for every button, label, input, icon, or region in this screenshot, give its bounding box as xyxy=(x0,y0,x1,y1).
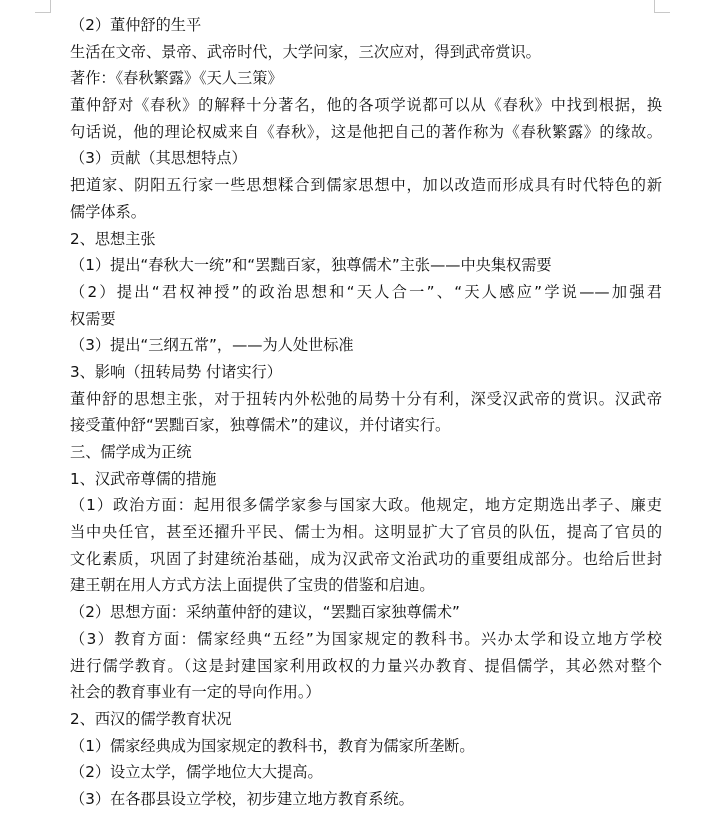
text-line: 接受董仲舒“罢黜百家，独尊儒术”的建议，并付诸实行。 xyxy=(70,416,451,435)
text-line: 文化素质，巩固了封建统治基础，成为汉武帝文治武功的重要组成部分。也给后世封 xyxy=(70,549,662,568)
text-line: 生活在文帝、景帝、武帝时代，大学问家，三次应对，得到武帝赏识。 xyxy=(70,42,541,61)
text-line: 3、影响（扭转局势 付诸实行） xyxy=(70,362,282,381)
text-line: （2）设立太学，儒学地位大大提高。 xyxy=(70,763,323,782)
text-line: （3）教育方面：儒家经典“五经”为国家规定的教科书。兴办太学和设立地方学校 xyxy=(70,629,662,648)
text-line: （3）在各郡县设立学校，初步建立地方教育系统。 xyxy=(70,789,414,808)
text-line: 社会的教育事业有一定的导向作用。） xyxy=(70,683,321,702)
text-line: 1、汉武帝尊儒的措施 xyxy=(70,469,217,488)
text-line: （1）儒家经典成为国家规定的教科书，教育为儒家所垄断。 xyxy=(70,736,475,755)
margin-corner-mark-top-left xyxy=(35,0,51,13)
text-line: 把道家、阴阳五行家一些思想糅合到儒家思想中，加以改造而形成具有时代特色的新 xyxy=(70,176,662,195)
text-line: （1）提出“春秋大一统”和“罢黜百家，独尊儒术”主张——中央集权需要 xyxy=(70,256,552,275)
document-body[interactable] xyxy=(70,12,662,813)
text-line: 进行儒学教育。（这是封建国家利用政权的力量兴办教育、提倡儒学，其必然对整个 xyxy=(70,656,662,675)
text-line: （2）董仲舒的生平 xyxy=(70,16,202,34)
text-line: 董仲舒的思想主张，对于扭转内外松弛的局势十分有利，深受汉武帝的赏识。汉武帝 xyxy=(70,389,662,408)
text-line: 董仲舒对《春秋》的解释十分著名，他的各项学说都可以从《春秋》中找到根据，换 xyxy=(70,96,662,115)
text-line: 当中央任官，甚至还擢升平民、儒士为相。这明显扩大了官员的队伍，提高了官员的 xyxy=(70,523,662,542)
text-line: （3）提出“三纲五常”，——为人处世标准 xyxy=(70,336,354,355)
text-line: 句话说，他的理论权威来自《春秋》，这是他把自己的著作称为《春秋繁露》的缘故。 xyxy=(70,122,662,141)
text-line: 著作：《春秋繁露》《天人三策》 xyxy=(70,69,283,88)
text-line: （1）政治方面：起用很多儒学家参与国家大政。他规定，地方定期选出孝子、廉吏 xyxy=(70,496,662,515)
text-line: 儒学体系。 xyxy=(70,202,146,221)
text-line: （2）提出“君权神授”的政治思想和“天人合一”、“天人感应”学说——加强君 xyxy=(70,282,662,301)
text-line: 权需要 xyxy=(70,309,116,328)
text-line: 三、儒学成为正统 xyxy=(70,443,192,461)
text-line: （2）思想方面：采纳董仲舒的建议，“罢黜百家独尊儒术” xyxy=(70,603,460,622)
text-line: 建王朝在用人方式方法上面提供了宝贵的借鉴和启迪。 xyxy=(70,576,435,595)
text-line: （3）贡献（其思想特点） xyxy=(70,149,247,168)
text-line: 2、西汉的儒学教育状况 xyxy=(70,709,232,728)
text-line: 2、思想主张 xyxy=(70,229,156,248)
